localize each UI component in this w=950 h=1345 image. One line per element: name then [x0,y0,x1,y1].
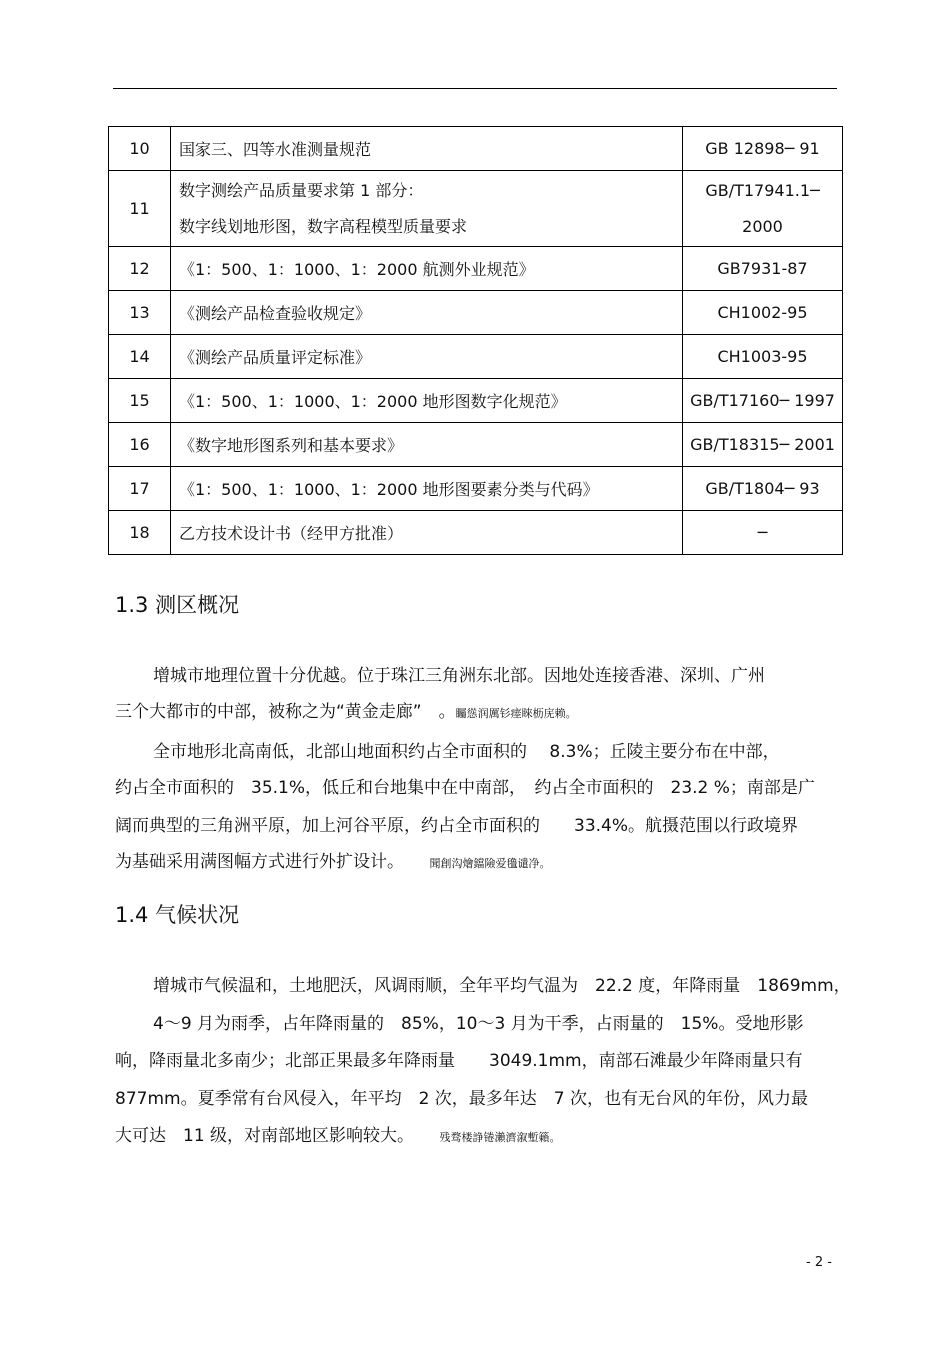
paragraph-line: 阔而典型的三角洲平原，加上河谷平原，约占全市面积的 33.4%。航摄范围以行政境界 [115,816,799,836]
table-row [109,247,843,291]
standard-name: 《1：500、1：1000、1：2000 地形图要素分类与代码》 [171,467,683,511]
standard-name: 《1：500、1：1000、1：2000 地形图数字化规范》 [171,379,683,423]
table-row [109,335,843,379]
paragraph-line: 877mm。夏季常有台风侵入，年平均 2 次，最多年达 7 次，也有无台风的年份，风力最 [115,1089,809,1109]
standard-name: 国家三、四等水准测量规范 [171,127,683,171]
standard-code: GB7931-87 [683,247,843,291]
paragraph-text: 为基础采用满图幅方式进行外扩设计。 [115,852,396,872]
standard-name-line: 数字测绘产品质量要求第 1 部分： [179,180,424,200]
standard-code-line: GB/T17941.1─ [705,180,820,200]
paragraph-line: 4～9 月为雨季，占年降雨量的 85%，10～3 月为干季，占雨量的 15%。受地形影 [153,1014,804,1034]
paragraph-text: 三个大都市的中部，被称之为“黄金走廊” 。 [115,702,456,722]
standard-code: CH1002-95 [683,291,843,335]
standard-code: CH1003-95 [683,335,843,379]
paragraph-line: 约占全市面积的 35.1%，低丘和台地集中在中南部， 约占全市面积的 23.2 %；南部是广 [115,778,815,798]
standard-name: 《数字地形图系列和基本要求》 [171,423,683,467]
standard-code: GB 12898─ 91 [683,127,843,171]
row-number: 11 [109,171,171,247]
table-row [109,171,843,247]
standard-code [683,171,843,247]
paragraph-text: 大可达 11 级，对南部地区影响较大。 [115,1126,406,1146]
standard-name: 乙方技术设计书（经甲方批准） [171,511,683,555]
row-number: 13 [109,291,171,335]
row-number: 12 [109,247,171,291]
table-row [109,511,843,555]
paragraph-line: 增城市气候温和，土地肥沃，风调雨顺，全年平均气温为 22.2 度，年降雨量 1869mm， [153,976,851,996]
row-number: 16 [109,423,171,467]
standard-code: GB/T17160─ 1997 [683,379,843,423]
standard-name [171,171,683,247]
standard-name: 《测绘产品质量评定标准》 [171,335,683,379]
standard-code: GB/T18315─ 2001 [683,423,843,467]
table-row [109,423,843,467]
page-number: - 2 - [806,1255,832,1270]
paragraph-line: 增城市地理位置十分优越。位于珠江三角洲东北部。因地处连接香港、深圳、广州 [153,666,765,686]
watermark-text: 矚慫润厲钐瘗睞枥庑赖。 [455,707,577,720]
standard-name: 《1：500、1：1000、1：2000 航测外业规范》 [171,247,683,291]
watermark-text: 聞創沟燴鐺險爱氇谴净。 [429,857,551,870]
row-number: 17 [109,467,171,511]
standard-code: GB/T1804─ 93 [683,467,843,511]
paragraph-line [115,697,577,722]
standard-code: ─ [683,511,843,555]
row-number: 10 [109,127,171,171]
standards-table [108,126,843,555]
table-row [109,379,843,423]
watermark-text: 残骛楼諍锩瀨濟溆塹籟。 [439,1131,561,1144]
row-number: 15 [109,379,171,423]
table-row [109,127,843,171]
table-row [109,291,843,335]
paragraph-line: 全市地形北高南低，北部山地面积约占全市面积的 8.3%；丘陵主要分布在中部， [153,742,780,762]
section-heading-survey-area: 1.3 测区概况 [115,593,240,617]
section-heading-climate: 1.4 气候状况 [115,903,240,927]
row-number: 14 [109,335,171,379]
standard-name-line: 数字线划地形图，数字高程模型质量要求 [179,216,468,236]
standard-name: 《测绘产品检查验收规定》 [171,291,683,335]
table-row [109,467,843,511]
paragraph-line [115,847,551,872]
standard-code-line: 2000 [742,216,783,236]
row-number: 18 [109,511,171,555]
header-rule [113,88,837,89]
paragraph-line [115,1121,561,1146]
paragraph-line: 响，降雨量北多南少；北部正果最多年降雨量 3049.1mm，南部石滩最少年降雨量只有 [115,1051,803,1071]
